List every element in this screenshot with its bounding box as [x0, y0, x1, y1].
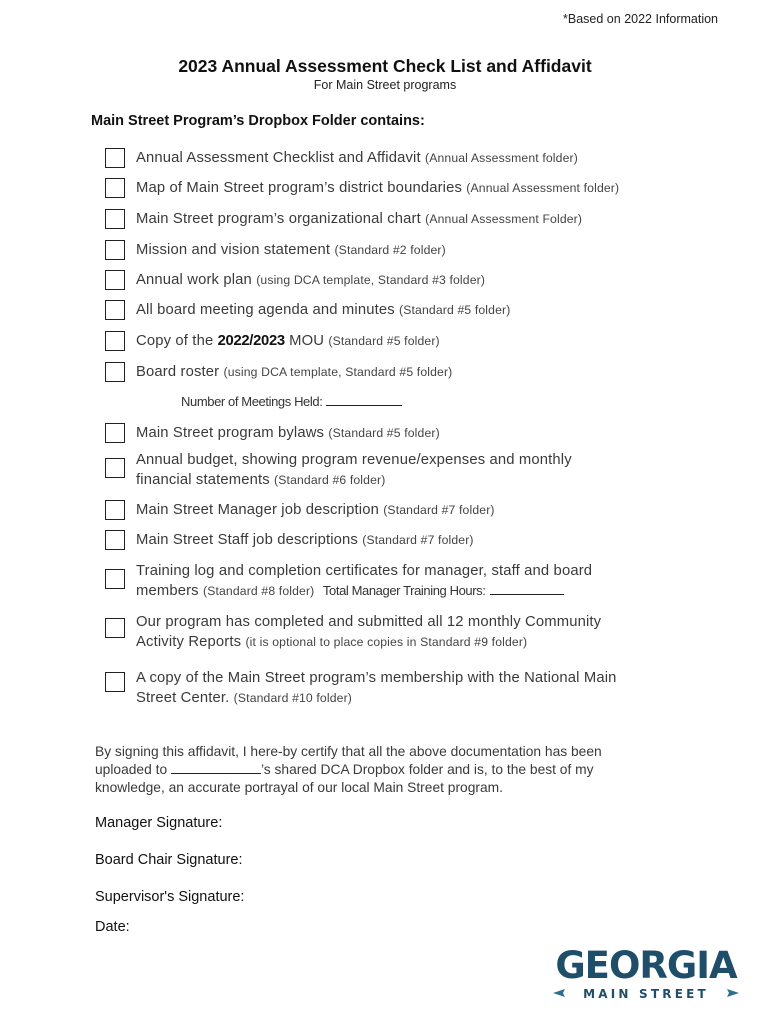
checklist-item-text: Our program has completed and submitted all 12 monthly Community Activity Reports (it is optional to place copies in Standard #9 folder)	[136, 614, 602, 650]
checkbox[interactable]	[105, 209, 125, 229]
checkbox[interactable]	[105, 148, 125, 168]
checklist-item-text: Mission and vision statement (Standard #2 folder)	[136, 242, 446, 258]
checklist-item-text: Copy of the 2022/2023 MOU (Standard #5 folder)	[136, 333, 440, 349]
document-subtitle: For Main Street programs	[313, 78, 457, 92]
checkbox[interactable]	[105, 618, 125, 638]
checkbox[interactable]	[105, 569, 125, 589]
board-chair-signature-label: Board Chair Signature:	[95, 852, 243, 868]
checklist-item-text: Annual Assessment Checklist and Affidavit (Annual Assessment folder)	[136, 150, 578, 166]
checklist-item-text: Annual budget, showing program revenue/expenses and monthly financial statements (Standard #6 folder)	[136, 452, 572, 488]
date-label: Date:	[95, 919, 130, 935]
georgia-main-street-logo	[545, 942, 747, 1004]
checkbox[interactable]	[105, 240, 125, 260]
checkbox[interactable]	[105, 458, 125, 478]
checkbox[interactable]	[105, 331, 125, 351]
checklist-item-text: Map of Main Street program’s district boundaries (Annual Assessment folder)	[136, 180, 620, 196]
logo-word-georgia: GEORGIA	[555, 944, 737, 987]
training-hours-label: Total Manager Training Hours:	[322, 583, 486, 598]
checklist-item-text: Main Street program bylaws (Standard #5 folder)	[136, 425, 440, 441]
checkbox[interactable]	[105, 362, 125, 382]
checklist-item-text: Main Street Manager job description (Standard #7 folder)	[136, 502, 495, 518]
program-name-blank[interactable]	[171, 773, 261, 774]
logo-word-main-street: MAIN STREET	[583, 987, 709, 1001]
document-title: 2023 Annual Assessment Check List and Affidavit	[178, 56, 592, 76]
checklist-item-text: A copy of the Main Street program’s membership with the National Main Street Center. (Standard #10 folder)	[136, 670, 617, 706]
checklist-item-text: Main Street program’s organizational chart (Annual Assessment Folder)	[136, 211, 583, 227]
checkbox[interactable]	[105, 300, 125, 320]
meetings-held-blank[interactable]	[326, 405, 402, 406]
checklist-item-text: Training log and completion certificates for manager, staff and board members (Standard #8 folder) Total Manager Training Hours:	[136, 563, 593, 599]
checklist-item-text: All board meeting agenda and minutes (Standard #5 folder)	[136, 302, 511, 318]
checklist-item-text: Board roster (using DCA template, Standard #5 folder)	[136, 364, 453, 380]
checkbox[interactable]	[105, 530, 125, 550]
checkbox[interactable]	[105, 423, 125, 443]
supervisor-signature-label: Supervisor's Signature:	[95, 889, 245, 905]
checkbox[interactable]	[105, 178, 125, 198]
checklist-item-text: Annual work plan (using DCA template, Standard #3 folder)	[136, 272, 486, 288]
based-on-note: *Based on 2022 Information	[563, 12, 718, 26]
training-hours-blank[interactable]	[490, 594, 564, 595]
manager-signature-label: Manager Signature:	[95, 815, 223, 831]
section-heading: Main Street Program’s Dropbox Folder contains:	[91, 113, 425, 129]
checklist-item-text: Main Street Staff job descriptions (Standard #7 folder)	[136, 532, 474, 548]
affidavit-paragraph: By signing this affidavit, I here-by certify that all the above documentation has been uploaded to ’s shared DCA Dropbox folder and is, to the best of my knowledge, an accurate portrayal of our local Main Street program.	[95, 744, 602, 795]
checkbox[interactable]	[105, 270, 125, 290]
meetings-held-field: Number of Meetings Held:	[181, 394, 402, 409]
checkbox[interactable]	[105, 672, 125, 692]
checkbox[interactable]	[105, 500, 125, 520]
